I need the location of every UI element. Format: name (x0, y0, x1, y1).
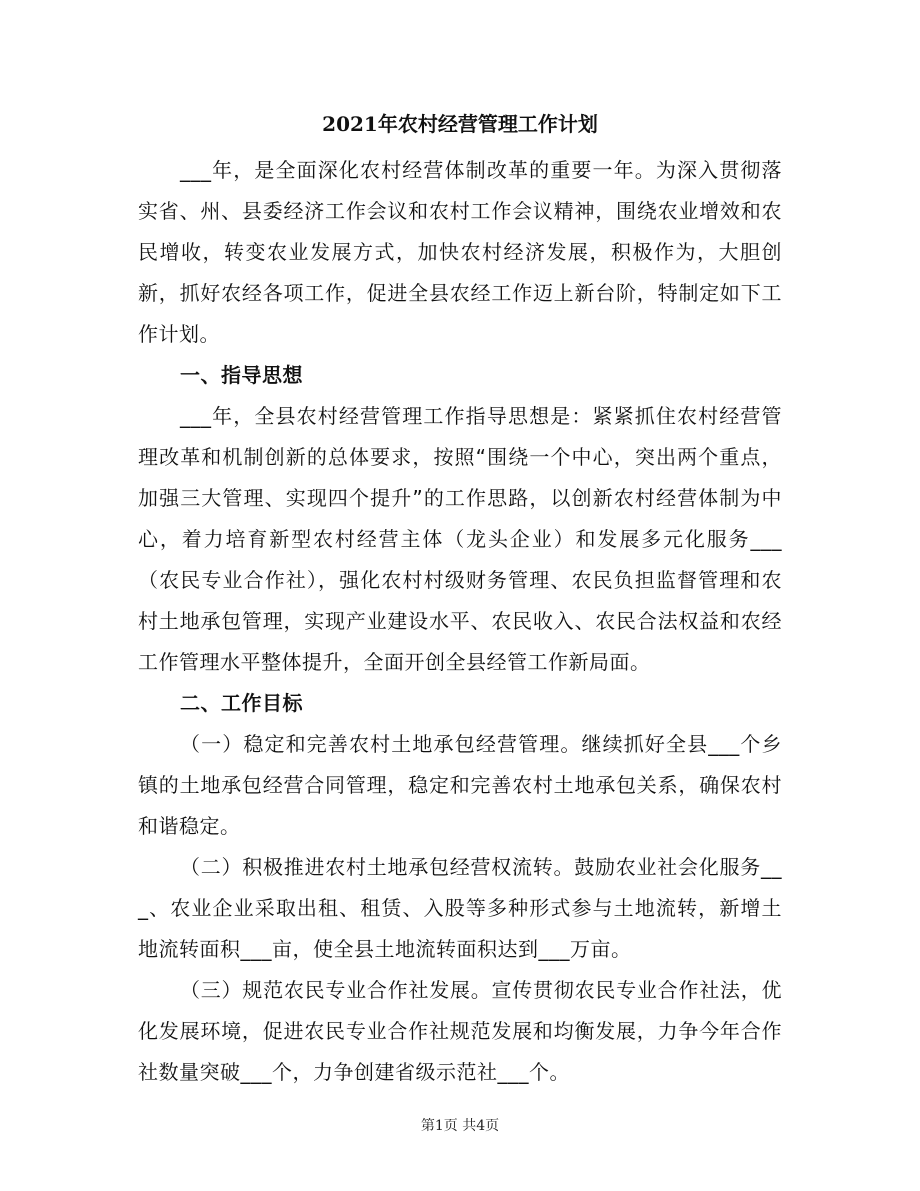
section-heading-work-goals: 二、工作目标 (180, 691, 303, 715)
section-heading-guiding-ideology: 一、指导思想 (180, 363, 303, 387)
guiding-ideology-paragraph: ___年，全县农村经营管理工作指导思想是：紧紧抓住农村经营管理改革和机制创新的总体要求，按照“围绕一个中心，突出两个重点，加强三大管理、实现四个提升”的工作思路，以创新农村经营体制为中心，着力培育新型农村经营主体（龙头企业）和发展多元化服务___（农民专业合作社），强化农村村级财务管理、农民负担监督管理和农村土地承包管理，实现产业建设水平、农民收入、农民合法权益和农经工作管理水平整体提升，全面开创全县经管工作新局面。 (138, 404, 782, 674)
goal-paragraph-1: （一）稳定和完善农村土地承包经营管理。继续抓好全县___个乡镇的土地承包经营合同管理，稳定和完善农村土地承包关系，确保农村和谐稳定。 (138, 732, 782, 838)
goal-paragraph-3: （三）规范农民专业合作社发展。宣传贯彻农民专业合作社法，优化发展环境，促进农民专业合作社规范发展和均衡发展，力争今年合作社数量突破___个，力争创建省级示范社___个。 (138, 978, 782, 1084)
intro-paragraph: ___年，是全面深化农村经营体制改革的重要一年。为深入贯彻落实省、州、县委经济工作会议和农村工作会议精神，围绕农业增效和农民增收，转变农业发展方式，加快农村经济发展，积极作为，大胆创新，抓好农经各项工作，促进全县农经工作迈上新台阶，特制定如下工作计划。 (138, 158, 782, 346)
goal-paragraph-2: （二）积极推进农村土地承包经营权流转。鼓励农业社会化服务___、农业企业采取出租、租赁、入股等多种形式参与土地流转，新增土地流转面积___亩，使全县土地流转面积达到___万亩。 (138, 855, 782, 961)
document-body (138, 150, 782, 1093)
page-number-footer: 第1页 共4页 (420, 1118, 500, 1134)
document-title: 2021年农村经营管理工作计划 (322, 112, 598, 136)
